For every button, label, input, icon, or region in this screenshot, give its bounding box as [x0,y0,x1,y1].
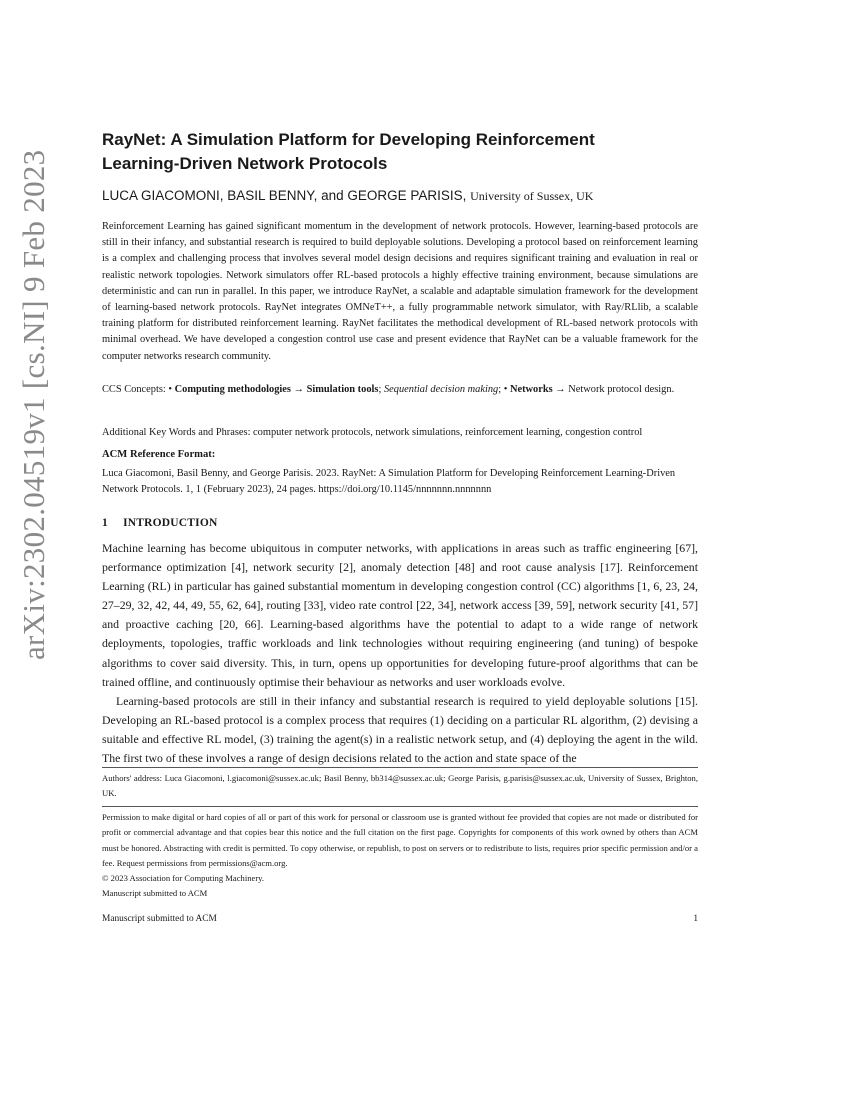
section-number: 1 [102,517,108,529]
ccs-concept-1-sub: Simulation tools [306,384,379,395]
keywords: Additional Key Words and Phrases: computer network protocols, network simulations, reinforcement learning, congestion control [102,427,643,438]
ccs-separator: ; • [498,384,508,395]
paper-title [102,128,698,176]
ccs-concepts [102,382,698,398]
author-list [102,188,698,204]
permission-text: Permission to make digital or hard copies of all or part of this work for personal or classroom use is granted without fee provided that copies are not made or distributed for profit or commercial advantage and that copies bear this notice and the full citation on the first page. Copyrights for components of this work owned by others than ACM must be honored. Abstracting with credit is permitted. To copy otherwise, or republish, to post on servers or to redistribute to lists, requires prior specific permission and/or a fee. Request permissions from permissions@acm.org. [102,812,698,868]
page-number: 1 [693,914,698,924]
ccs-concept-1-detail: Sequential decision making [383,384,499,395]
footnote-divider [102,767,698,768]
reference-format-text: Luca Giacomoni, Basil Benny, and George Parisis. 2023. RayNet: A Simulation Platform for Developing Reinforcement Learning-Driven Network Protocols. 1, 1 (February 2023), 24 pages. https://doi.org/10.1145/nnnnnnn.nnnnnnn [102,468,676,496]
reference-format-heading: ACM Reference Format: [102,449,216,460]
title-line-1: RayNet: A Simulation Platform for Developing Reinforcement [102,130,595,149]
intro-paragraph-1: Machine learning has become ubiquitous in computer networks, with applications in areas such as traffic engineering [67], performance optimization [4], network security [2], anomaly detection [48] and root cause analysis [17]. Reinforcement Learning (RL) in particular has gained substantial momentum in developing congestion control (CC) algorithms [1, 6, 23, 24, 27–29, 32, 42, 44, 49, 55, 62, 64], routing [33], video rate control [22, 34], network access [39, 59], network security [41, 57] and proactive caching [20, 66]. Learning-based algorithms have the potential to adapt to a wide range of network deployments, topologies, traffic workloads and link technologies without requiring engineering (and tuning) of bespoke algorithms to cover said diversity. This, in turn, opens up opportunities for developing future-proof algorithms that can be trained offline, and continuously optimise their behaviour as networks and user workloads evolve. [102,541,698,689]
ccs-concept-1: Computing methodologies [174,384,291,395]
ccs-concept-2: Networks [507,384,553,395]
author-names: LUCA GIACOMONI, BASIL BENNY, and GEORGE PARISIS, [102,188,467,203]
title-line-2: Learning-Driven Network Protocols [102,154,388,173]
ccs-label: CCS Concepts: • [102,384,173,395]
ccs-arrow-1: → [290,384,307,395]
copyright-line: © 2023 Association for Computing Machinery. [102,873,265,884]
page-footer [102,914,698,924]
section-title: INTRODUCTION [123,517,218,529]
abstract: Reinforcement Learning has gained significant momentum in the development of network protocols. However, learning-based protocols are still in their infancy, and substantial research is required to build deployable solutions. Developing a protocol based on reinforcement learning is a complex and challenging process that involves several model design decisions and requires significant training and evaluation in real or realistic network topologies. Network simulators offer RL-based protocols a highly effective training environment, because simulations are deterministic and can run in parallel. In this paper, we introduce RayNet, a scalable and adaptable simulation framework for the development of learning-based network protocols. RayNet integrates OMNeT++, a fully programmable network simulator, with Ray/RLlib, a scalable training platform for distributed reinforcement learning. RayNet facilitates the methodical development of RL-based network protocols with minimal overhead. We have developed a congestion control use case and present evidence that RayNet can be a valuable framework for the computer networks research community. [102,221,698,362]
intro-paragraph-2: Learning-based protocols are still in their infancy and substantial research is required to yield deployable solutions [15]. Developing an RL-based protocol is a complex process that requires (1) deciding on a particular RL algorithm, (2) devising a suitable and effective RL model, (3) training the agent(s) in a realistic network setup, and (4) deploying the agent in the wild. The first two of these involves a range of design decisions related to the action and state space of the [102,693,698,766]
permission-divider [102,806,698,807]
footer-venue: Manuscript submitted to ACM [102,914,217,924]
ccs-concept-2-detail: Network protocol design. [568,384,675,395]
section-heading [102,517,698,529]
submission-line: Manuscript submitted to ACM [102,888,208,899]
authors-address-footnote: Authors' address: Luca Giacomoni, l.giacomoni@sussex.ac.uk; Basil Benny, bb314@sussex.ac.uk; George Parisis, g.parisis@sussex.ac.uk, University of Sussex, Brighton, UK. [102,773,698,798]
arxiv-identifier-stamp: arXiv:2302.04519v1 [cs.NI] 9 Feb 2023 [16,149,51,660]
ccs-arrow-2: → [552,384,569,395]
author-affiliation: University of Sussex, UK [470,189,594,203]
permission-notice [102,810,698,902]
ccs-concept-1-sep: ; [378,384,384,395]
introduction-body [102,539,698,768]
